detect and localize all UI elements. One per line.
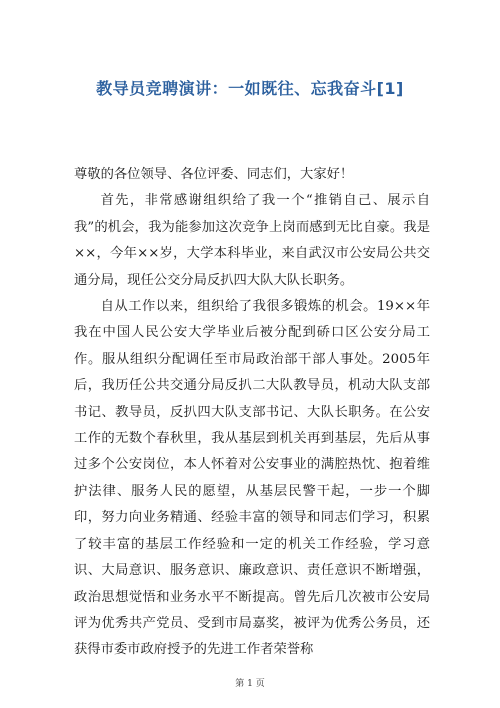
document-body <box>74 162 430 664</box>
page-number: 第 1 页 <box>235 679 265 689</box>
document-title: 教导员竞聘演讲：一如既往、忘我奋斗[1] <box>96 79 404 98</box>
intro-paragraph: 首先，非常感谢组织给了我一个“推销自己、展示自我”的机会，我为能参加这次竞争上岗而感到无比自豪。我是××，今年××岁，大学本科毕业，来自武汉市公安局公共交通分局，现任公交分局反扒四大队大队长职务。 <box>74 193 430 288</box>
experience-paragraph: 自从工作以来，组织给了我很多锻炼的机会。19××年我在中国人民公安大学毕业后被分配到硚口区公安分局工作。服从组织分配调任至市局政治部干部人事处。2005年后，我历任公共交通分局反扒二大队教导员，机动大队支部书记、教导员，反扒四大队支部书记、大队长职务。在公安工作的无数个春秋里，我从基层到机关再到基层，先后从事过多个公安岗位，本人怀着对公安事业的满腔热忱、抱着维护法律、服务人民的愿望，从基层民警干起，一步一个脚印，努力向业务精通、经验丰富的领导和同志们学习，积累了较丰富的基层工作经验和一定的机关工作经验，学习意识、大局意识、服务意识、廉政意识、责任意识不断增强，政治思想觉悟和业务水平不断提高。曾先后几次被市公安局评为优秀共产党员、受到市局嘉奖，被评为优秀公务员，还获得市委市政府授予的先进工作者荣誉称 <box>74 299 430 658</box>
salutation-paragraph: 尊敬的各位领导、各位评委、同志们，大家好！ <box>74 167 354 182</box>
